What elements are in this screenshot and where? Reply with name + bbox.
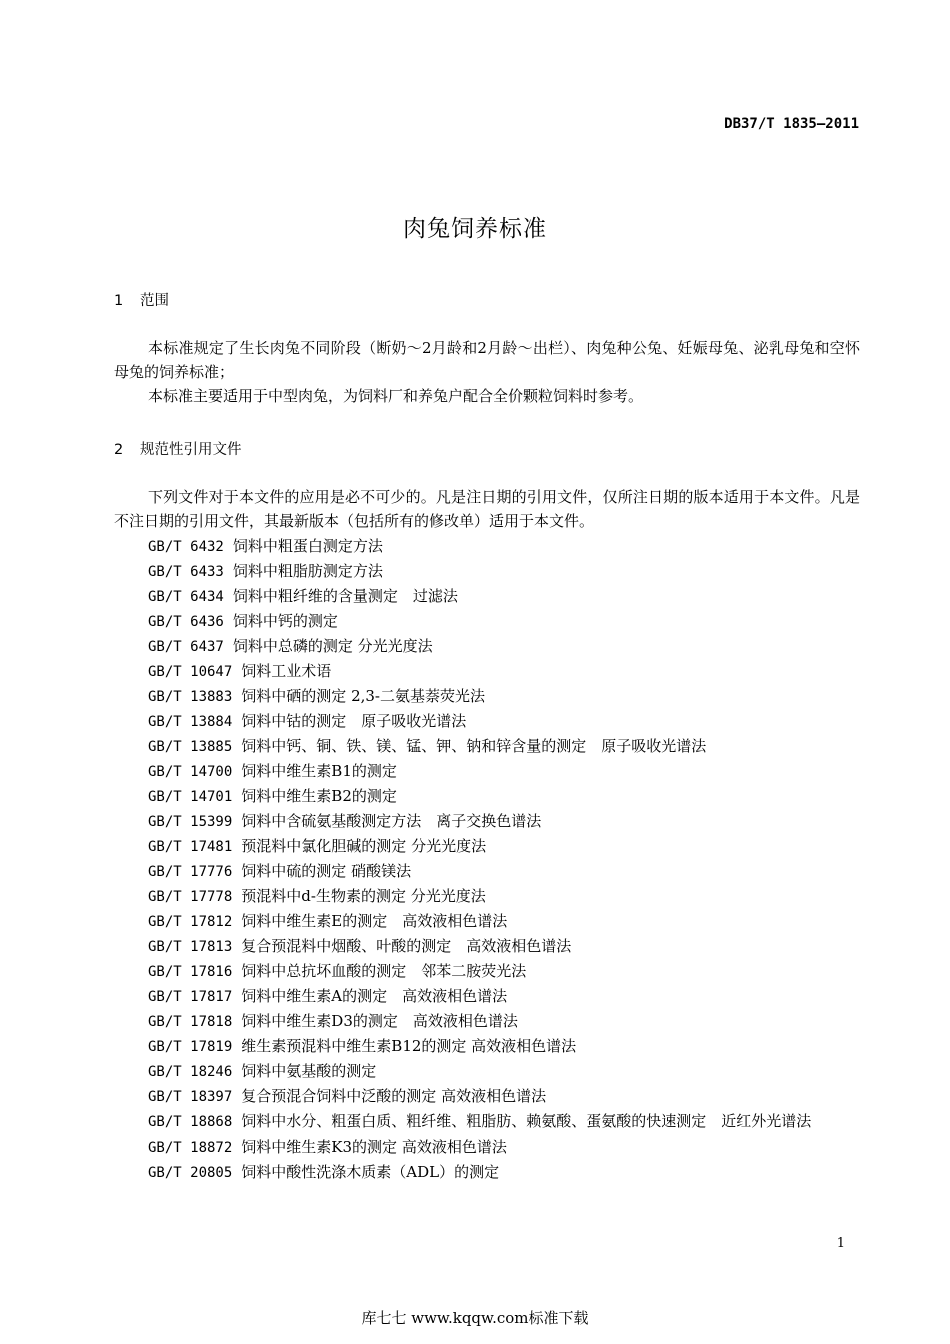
reference-code: GB/T 17481 <box>148 839 233 855</box>
section-number: 1 <box>114 293 124 309</box>
reference-title: 饲料中维生素A的测定 高效液相色谱法 <box>241 987 508 1005</box>
reference-title: 饲料中硫的测定 硝酸镁法 <box>241 862 412 880</box>
page-number: 1 <box>836 1236 845 1251</box>
reference-code: GB/T 17813 <box>148 939 233 955</box>
reference-item <box>114 1160 860 1185</box>
reference-item <box>114 584 860 609</box>
reference-item <box>114 1084 860 1109</box>
reference-item <box>114 984 860 1009</box>
reference-code: GB/T 14700 <box>148 764 233 780</box>
reference-title: 复合预混合饲料中泛酸的测定 高效液相色谱法 <box>241 1087 547 1105</box>
reference-code: GB/T 17817 <box>148 989 233 1005</box>
reference-item <box>114 834 860 859</box>
reference-code: GB/T 13884 <box>148 714 233 730</box>
reference-code: GB/T 13885 <box>148 739 233 755</box>
reference-code: GB/T 17818 <box>148 1014 233 1030</box>
reference-item <box>114 684 860 709</box>
reference-code: GB/T 6433 <box>148 564 224 580</box>
reference-title: 复合预混料中烟酸、叶酸的测定 高效液相色谱法 <box>241 937 572 955</box>
section-number: 2 <box>114 442 124 458</box>
scope-paragraph-2: 本标准主要适用于中型肉兔，为饲料厂和养兔户配合全价颗粒饲料时参考。 <box>148 387 644 405</box>
reference-code: GB/T 17812 <box>148 914 233 930</box>
reference-code: GB/T 18868 <box>148 1114 233 1130</box>
reference-title: 预混料中氯化胆碱的测定 分光光度法 <box>241 837 487 855</box>
scope-paragraph-1: 本标准规定了生长肉兔不同阶段（断奶～2月龄和2月龄～出栏）、肉兔种公兔、妊娠母兔、泌乳母兔和空怀母兔的饲养标准； <box>114 339 860 381</box>
references-intro-paragraph: 下列文件对于本文件的应用是必不可少的。凡是注日期的引用文件，仅所注日期的版本适用于本文件。凡是不注日期的引用文件，其最新版本（包括所有的修改单）适用于本文件。 <box>114 488 860 530</box>
reference-item <box>114 784 860 809</box>
reference-title: 预混料中d-生物素的测定 分光光度法 <box>241 887 486 905</box>
reference-item <box>114 909 860 934</box>
reference-title: 饲料中总抗坏血酸的测定 邻苯二胺荧光法 <box>241 962 527 980</box>
reference-item <box>114 1109 860 1135</box>
reference-title: 饲料中粗纤维的含量测定 过滤法 <box>232 587 458 605</box>
reference-item <box>114 634 860 659</box>
reference-title: 饲料中钙的测定 <box>232 612 338 630</box>
reference-title: 维生素预混料中维生素B12的测定 高效液相色谱法 <box>241 1037 577 1055</box>
reference-item <box>114 559 860 584</box>
reference-title: 饲料中粗蛋白测定方法 <box>232 537 383 555</box>
reference-item <box>114 1059 860 1084</box>
reference-code: GB/T 18397 <box>148 1089 233 1105</box>
reference-code: GB/T 14701 <box>148 789 233 805</box>
reference-code: GB/T 20805 <box>148 1165 233 1181</box>
reference-item <box>114 609 860 634</box>
reference-title: 饲料中维生素B2的测定 <box>241 787 397 805</box>
reference-title: 饲料中钙、铜、铁、镁、锰、钾、钠和锌含量的测定 原子吸收光谱法 <box>241 737 707 755</box>
reference-code: GB/T 6434 <box>148 589 224 605</box>
reference-list <box>114 534 860 1185</box>
reference-item <box>114 734 860 759</box>
reference-title: 饲料中维生素B1的测定 <box>241 762 397 780</box>
reference-code: GB/T 17816 <box>148 964 233 980</box>
reference-item <box>114 859 860 884</box>
reference-item <box>114 1009 860 1034</box>
section-heading-scope <box>114 289 169 310</box>
reference-item <box>114 884 860 909</box>
reference-code: GB/T 6436 <box>148 614 224 630</box>
reference-item <box>114 959 860 984</box>
standard-code: DB37/T 1835—2011 <box>724 116 859 132</box>
reference-code: GB/T 6437 <box>148 639 224 655</box>
reference-code: GB/T 6432 <box>148 539 224 555</box>
reference-title: 饲料中总磷的测定 分光光度法 <box>232 637 433 655</box>
reference-title: 饲料中粗脂肪测定方法 <box>232 562 383 580</box>
reference-code: GB/T 17776 <box>148 864 233 880</box>
reference-code: GB/T 18872 <box>148 1140 233 1156</box>
reference-code: GB/T 17778 <box>148 889 233 905</box>
reference-code: GB/T 17819 <box>148 1039 233 1055</box>
reference-title: 饲料中硒的测定 2,3-二氨基萘荧光法 <box>241 687 485 705</box>
reference-item <box>114 809 860 834</box>
footer-watermark: 库七七 www.kqqw.com标准下载 <box>361 1309 589 1327</box>
reference-title: 饲料工业术语 <box>241 662 332 680</box>
reference-item <box>114 1135 860 1160</box>
reference-title: 饲料中氨基酸的测定 <box>241 1062 377 1080</box>
section-heading-references <box>114 438 242 459</box>
reference-code: GB/T 15399 <box>148 814 233 830</box>
reference-item <box>114 934 860 959</box>
reference-item <box>114 759 860 784</box>
reference-item <box>114 709 860 734</box>
document-title: 肉兔饲养标准 <box>403 216 547 242</box>
reference-code: GB/T 13883 <box>148 689 233 705</box>
reference-item <box>114 1034 860 1059</box>
reference-title: 饲料中水分、粗蛋白质、粗纤维、粗脂肪、赖氨酸、蛋氨酸的快速测定 近红外光谱法 <box>241 1112 812 1130</box>
reference-title: 饲料中酸性洗涤木质素（ADL）的测定 <box>241 1163 500 1181</box>
reference-title: 饲料中钴的测定 原子吸收光谱法 <box>241 712 467 730</box>
reference-title: 饲料中含硫氨基酸测定方法 离子交换色谱法 <box>241 812 542 830</box>
reference-code: GB/T 18246 <box>148 1064 233 1080</box>
reference-item <box>114 659 860 684</box>
reference-title: 饲料中维生素D3的测定 高效液相色谱法 <box>241 1012 518 1030</box>
reference-title: 饲料中维生素E的测定 高效液相色谱法 <box>241 912 508 930</box>
section-title: 规范性引用文件 <box>140 442 242 458</box>
reference-item <box>114 534 860 559</box>
reference-title: 饲料中维生素K3的测定 高效液相色谱法 <box>241 1138 507 1156</box>
section-title: 范围 <box>140 293 169 309</box>
reference-code: GB/T 10647 <box>148 664 233 680</box>
